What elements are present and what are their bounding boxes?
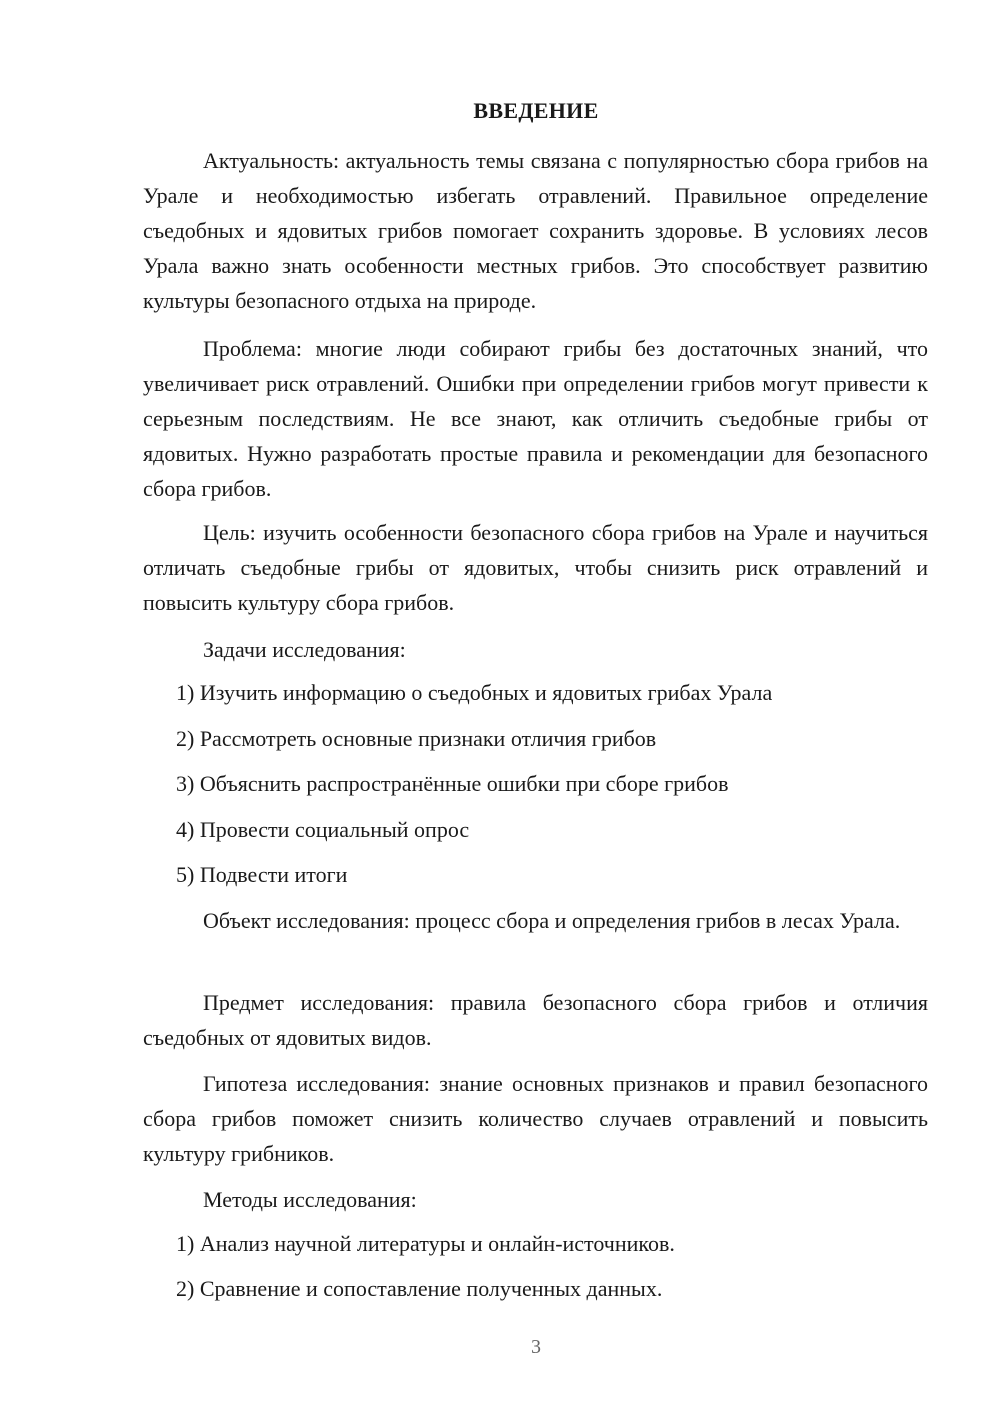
- task-item: 1) Изучить информацию о съедобных и ядовитых грибах Урала: [176, 680, 773, 705]
- section-title: ВВЕДЕНИЕ: [473, 98, 599, 123]
- tasks-heading: Задачи исследования:: [203, 637, 406, 662]
- task-item: 3) Объяснить распространённые ошибки при сборе грибов: [176, 771, 729, 796]
- object-paragraph: Объект исследования: процесс сбора и определения грибов в лесах Урала.: [203, 908, 901, 933]
- methods-heading: Методы исследования:: [203, 1187, 417, 1212]
- subject-paragraph: Предмет исследования: правила безопасного сбора грибов и отличия съедобных от ядовитых видов.: [143, 990, 928, 1050]
- method-item: 2) Сравнение и сопоставление полученных данных.: [176, 1276, 663, 1301]
- page-number: 3: [531, 1336, 541, 1358]
- hypothesis-paragraph: Гипотеза исследования: знание основных признаков и правил безопасного сбора грибов поможет снизить количество случаев отравлений и повысить культуру грибников.: [143, 1071, 928, 1166]
- method-item: 1) Анализ научной литературы и онлайн-источников.: [176, 1231, 675, 1256]
- task-item: 2) Рассмотреть основные признаки отличия грибов: [176, 726, 657, 751]
- relevance-paragraph: Актуальность: актуальность темы связана с популярностью сбора грибов на Урале и необходимостью избегать отравлений. Правильное определение съедобных и ядовитых грибов помогает сохранить здоровье. В условиях лесов Урала важно знать особенности местных грибов. Это способствует развитию культуры безопасного отдыха на природе.: [143, 148, 928, 313]
- goal-paragraph: Цель: изучить особенности безопасного сбора грибов на Урале и научиться отличать съедобные грибы от ядовитых, чтобы снизить риск отравлений и повысить культуру сбора грибов.: [143, 520, 928, 615]
- task-item: 5) Подвести итоги: [176, 862, 348, 887]
- task-item: 4) Провести социальный опрос: [176, 817, 470, 842]
- problem-paragraph: Проблема: многие люди собирают грибы без достаточных знаний, что увеличивает риск отравлений. Ошибки при определении грибов могут привести к серьезным последствиям. Не все знают, как отличить съедобные грибы от ядовитых. Нужно разработать простые правила и рекомендации для безопасного сбора грибов.: [143, 336, 928, 501]
